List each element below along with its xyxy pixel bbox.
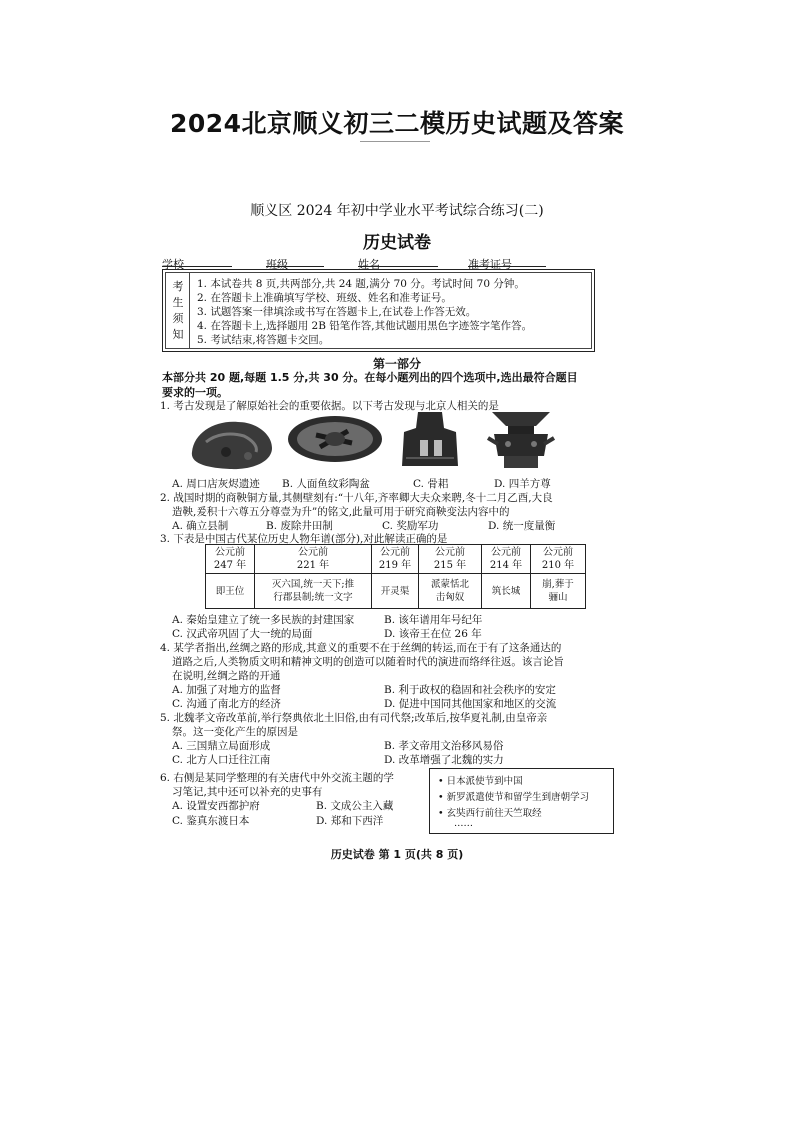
q5-option-a: A. 三国鼎立局面形成: [172, 740, 271, 752]
year-cell: 公元前 221 年: [255, 545, 372, 574]
notice-label-char: 生: [172, 295, 184, 309]
q2-option-d: D. 统一度量衡: [488, 520, 556, 532]
q2-option-a: A. 确立县制: [172, 520, 229, 532]
question-1-stem: 1. 考古发现是了解原始社会的重要依据。以下考古发现与北京人相关的是: [160, 400, 499, 412]
document-title: 2024北京顺义初三二模历史试题及答案: [169, 109, 625, 138]
notice-item: 1. 本试卷共 8 页,共两部分,共 24 题,满分 70 分。考试时间 70 分钟。: [197, 278, 525, 290]
q3-option-d: D. 该帝王在位 26 年: [384, 628, 482, 640]
notice-item: 4. 在答题卡上,选择题用 2B 铅笔作答,其他试题用黑色字迹签字笔作答。: [197, 320, 533, 332]
class-label: 班级: [266, 258, 288, 271]
chronology-year-row: [206, 545, 586, 574]
name-label: 姓名: [358, 258, 380, 271]
study-note: ……: [454, 818, 473, 829]
section-title: 第一部分: [372, 357, 421, 371]
exam-notice-box: [162, 269, 595, 352]
chronology-event-row: [206, 574, 586, 609]
question-4-stem-line: 在说明,丝绸之路的开通: [172, 670, 281, 682]
year-cell: 公元前 247 年: [206, 545, 255, 574]
year-cell: 公元前 219 年: [372, 545, 419, 574]
notice-label-char: 知: [172, 327, 184, 341]
paper-title: 历史试卷: [363, 233, 431, 253]
painted-pottery-basin-image: [286, 413, 384, 469]
section-intro-line: 本部分共 20 题,每题 1.5 分,共 30 分。在每小题列出的四个选项中,选出最符合题目: [162, 371, 578, 384]
four-goat-square-zun-image: [484, 408, 558, 472]
notice-item: 5. 考试结束,将答题卡交回。: [197, 334, 330, 346]
q2-option-b: B. 废除井田制: [266, 520, 333, 532]
study-note: • 玄奘西行前往天竺取经: [438, 808, 542, 819]
event-cell: 灭六国,统一天下;推 行郡县制;统一文字: [255, 574, 372, 609]
q4-option-c: C. 沟通了南北方的经济: [172, 698, 281, 710]
question-4-stem-line: 道路之后,人类物质文明和精神文明的创造可以随着时代的演进而络绎往返。该言论旨: [172, 656, 564, 668]
q1-option-c: C. 骨耜: [413, 478, 449, 490]
study-notes-box: [429, 768, 614, 834]
q6-option-b: B. 文成公主入藏: [316, 800, 394, 812]
question-6-stem-line: 习笔记,其中还可以补充的史事有: [172, 786, 323, 798]
notice-label-char: 考: [172, 279, 184, 293]
exam-subtitle: 顺义区 2024 年初中学业水平考试综合练习(二): [250, 203, 544, 219]
section-intro: [162, 370, 612, 400]
ash-remains-image: [186, 412, 276, 472]
class-blank: [266, 256, 324, 267]
year-cell: 公元前 215 年: [419, 545, 482, 574]
notice-label-char: 须: [172, 311, 184, 325]
question-2-stem-line: 造鞅,爰积十六尊五分尊壹为升”的铭文,此量可用于研究商鞅变法内容中的: [172, 506, 510, 518]
q4-option-a: A. 加强了对地方的监督: [172, 684, 281, 696]
year-cell: 公元前 214 年: [482, 545, 531, 574]
question-2-stem-line: 2. 战国时期的商鞅铜方量,其侧壁刻有:“十八年,齐率卿大夫众来聘,冬十二月乙酉,大良: [160, 492, 553, 504]
q5-option-d: D. 改革增强了北魏的实力: [384, 754, 504, 766]
q3-option-c: C. 汉武帝巩固了大一统的局面: [172, 628, 313, 640]
question-6-stem-line: 6. 右侧是某同学整理的有关唐代中外交流主题的学: [160, 772, 394, 784]
notice-item: 2. 在答题卡上准确填写学校、班级、姓名和准考证号。: [197, 292, 452, 304]
notice-label: [167, 272, 190, 349]
q1-option-d: D. 四羊方尊: [494, 478, 551, 490]
study-note: • 新罗派遣使节和留学生到唐朝学习: [438, 792, 590, 803]
event-cell: 崩,葬于 骊山: [531, 574, 586, 609]
event-cell: 即王位: [206, 574, 255, 609]
page-footer: 历史试卷 第 1 页(共 8 页): [330, 848, 464, 861]
question-5-stem-line: 祭。这一变化产生的原因是: [172, 726, 298, 738]
question-5-stem-line: 5. 北魏孝文帝改革前,举行祭典依北土旧俗,由有司代祭;改革后,按华夏礼制,由皇帝亲: [160, 712, 548, 724]
notice-item: 3. 试题答案一律填涂或书写在答题卡上,在试卷上作答无效。: [197, 306, 477, 318]
exam-no-blank: [468, 256, 546, 267]
q6-option-a: A. 设置安西都护府: [172, 800, 260, 812]
section-intro-line: 要求的一项。: [162, 386, 228, 399]
title-divider: [360, 141, 430, 142]
q5-option-b: B. 孝文帝用文治移风易俗: [384, 740, 504, 752]
q2-option-c: C. 奖励军功: [382, 520, 439, 532]
chronology-table: [205, 544, 586, 609]
q1-option-a: A. 周口店灰烬遗迹: [172, 478, 260, 490]
q3-option-a: A. 秦始皇建立了统一多民族的封建国家: [172, 614, 355, 626]
q1-option-b: B. 人面鱼纹彩陶盆: [282, 478, 370, 490]
q6-option-d: D. 郑和下西洋: [316, 815, 384, 827]
name-blank: [358, 256, 438, 267]
question-3-stem: 3. 下表是中国古代某位历史人物年谱(部分),对此解读正确的是: [160, 533, 448, 545]
q3-option-b: B. 该年谱用年号纪年: [384, 614, 483, 626]
event-cell: 筑长城: [482, 574, 531, 609]
school-blank: [162, 256, 232, 267]
event-cell: 开灵渠: [372, 574, 419, 609]
question-4-stem-line: 4. 某学者指出,丝绸之路的形成,其意义的重要不在于丝绸的转运,而在于有了这条通达的: [160, 642, 562, 654]
year-cell: 公元前 210 年: [531, 545, 586, 574]
q4-option-d: D. 促进中国同其他国家和地区的交流: [384, 698, 557, 710]
exam-no-label: 准考证号: [468, 258, 512, 271]
school-label: 学校: [162, 258, 184, 271]
bone-spade-image: [398, 410, 462, 472]
q4-option-b: B. 利于政权的稳固和社会秩序的安定: [384, 684, 556, 696]
study-note: • 日本派使节到中国: [438, 776, 523, 787]
event-cell: 派蒙恬北 击匈奴: [419, 574, 482, 609]
q5-option-c: C. 北方人口迁往江南: [172, 754, 271, 766]
q6-option-c: C. 鉴真东渡日本: [172, 815, 250, 827]
